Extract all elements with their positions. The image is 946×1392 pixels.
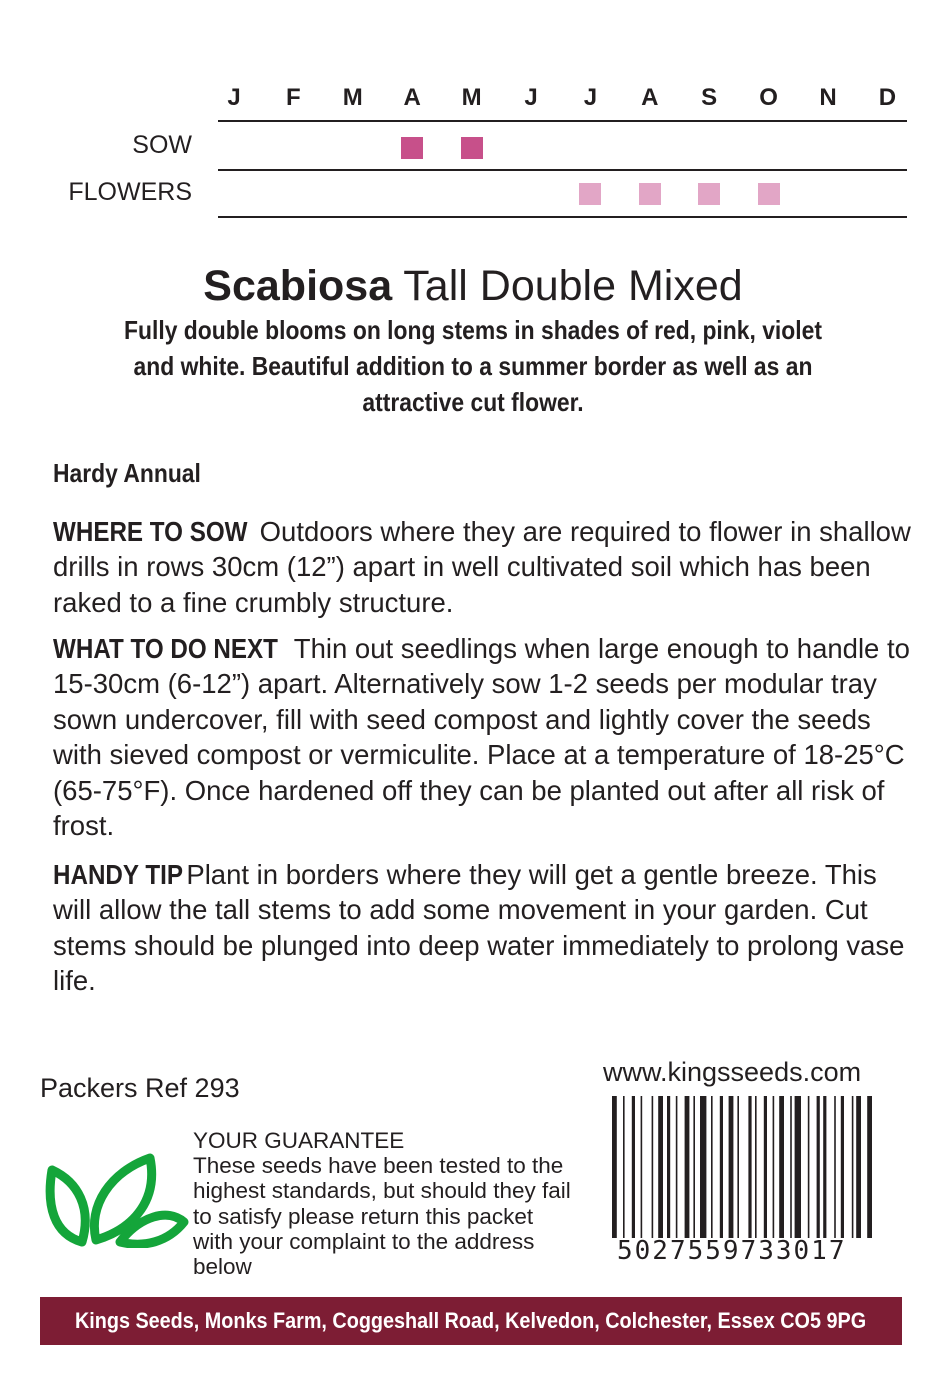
handy-tip-text: Plant in borders where they will get a gentle breeze. This will allow the tall stems to add some movement in your garden. Cut stems should be plunged into deep water immediately to prolong vase life. [53,859,905,997]
where-to-sow-text: Outdoors where they are required to flower in shallow drills in rows 30cm (12”) apart in well cultivated soil which has been raked to a fine crumbly structure. [53,516,911,618]
barcode-bar [720,1096,723,1238]
product-description: Fully double blooms on long stems in shades of red, pink, violet and white. Beautiful addition to a summer border as well as an attractive cut flower. [124,315,822,417]
guarantee-block [193,1128,573,1279]
what-to-do-next-section [53,631,913,843]
sow-row-label: SOW [132,131,192,159]
sow-month-mark [461,137,483,159]
barcode-bar [685,1096,690,1238]
barcode-bar [817,1096,820,1238]
barcode-bar [755,1096,757,1238]
month-label: D [878,84,897,111]
flowers-month-mark [579,183,601,205]
what-to-do-next-text: Thin out seedlings when large enough to handle to 15-30cm (6-12”) apart. Alternatively sow 1-2 seeds per modular tray sown undercover, fill with seed compost and lightly cover the seeds with sieved compost or vermiculite. Place at a temperature of 18-25°C (65-75°F). Once hardened off they can be planted out after all risk of frost. [53,633,910,842]
barcode-bar [641,1096,643,1238]
barcode-bar [658,1096,663,1238]
barcode-bar [729,1096,734,1238]
flowers-row-label: FLOWERS [68,178,192,206]
guarantee-heading: YOUR GUARANTEE [193,1128,405,1153]
title-genus: Scabiosa [203,262,393,310]
where-to-sow-section [53,514,913,620]
address-bar [40,1297,902,1345]
kings-seeds-leaf-logo-icon [44,1150,190,1248]
barcode-bar [693,1096,695,1238]
barcode-bar [737,1096,739,1238]
plant-type: Hardy Annual [53,458,201,488]
month-label: O [759,84,778,111]
barcode-bar [632,1096,635,1238]
barcode-bar [823,1096,826,1238]
website-link[interactable]: www.kingsseeds.com [603,1057,862,1087]
calendar-divider [218,216,907,218]
barcode-number: 5027559733017 [617,1236,847,1266]
address-text: Kings Seeds, Monks Farm, Coggeshall Road, Kelvedon, Colchester, Essex CO5 9PG [75,1308,867,1333]
calendar-divider [218,120,907,122]
title-variety: Tall Double Mixed [392,262,743,310]
month-label: S [701,84,718,111]
barcode-bar [748,1096,751,1238]
guarantee-text: These seeds have been tested to the highest standards, but should they fail to satisfy please return this packet with your complaint to the address below [193,1153,571,1280]
barcode-bar [652,1096,654,1238]
month-label: M [342,84,363,111]
barcode-bar [612,1096,617,1238]
barcode-bar [841,1096,844,1238]
product-title [0,262,946,311]
sow-month-mark [401,137,423,159]
month-label: J [524,84,538,111]
calendar-divider [218,169,907,171]
flowers-month-mark [698,183,720,205]
month-label: M [461,84,482,111]
month-label: A [403,84,421,111]
month-label: N [819,84,837,111]
what-to-do-next-heading: WHAT TO DO NEXT [53,633,278,664]
barcode-bar [834,1096,836,1238]
barcode-bar [764,1096,767,1238]
barcode-bar [808,1096,810,1238]
barcode-bar [867,1096,872,1238]
barcode-bar [779,1096,784,1238]
flowers-month-mark [758,183,780,205]
barcode-bar [856,1096,861,1238]
barcode-bar [790,1096,792,1238]
barcode-bar [852,1096,854,1238]
handy-tip-heading: HANDY TIP [53,859,183,890]
where-to-sow-heading: WHERE TO SOW [53,516,248,547]
barcode-bar [676,1096,678,1238]
barcode-bar [795,1096,801,1238]
barcode-bar [667,1096,670,1238]
month-label: J [583,84,598,111]
flowers-month-mark [639,183,661,205]
handy-tip-section [53,857,913,999]
month-label: F [286,84,301,111]
barcode [610,1096,898,1238]
barcode-bar [711,1096,713,1238]
barcode-bar [623,1096,625,1238]
month-label: A [641,84,659,111]
barcode-bar [773,1096,775,1238]
month-label: J [227,84,241,111]
barcode-bar [700,1096,706,1238]
packers-ref: Packers Ref 293 [40,1073,240,1103]
